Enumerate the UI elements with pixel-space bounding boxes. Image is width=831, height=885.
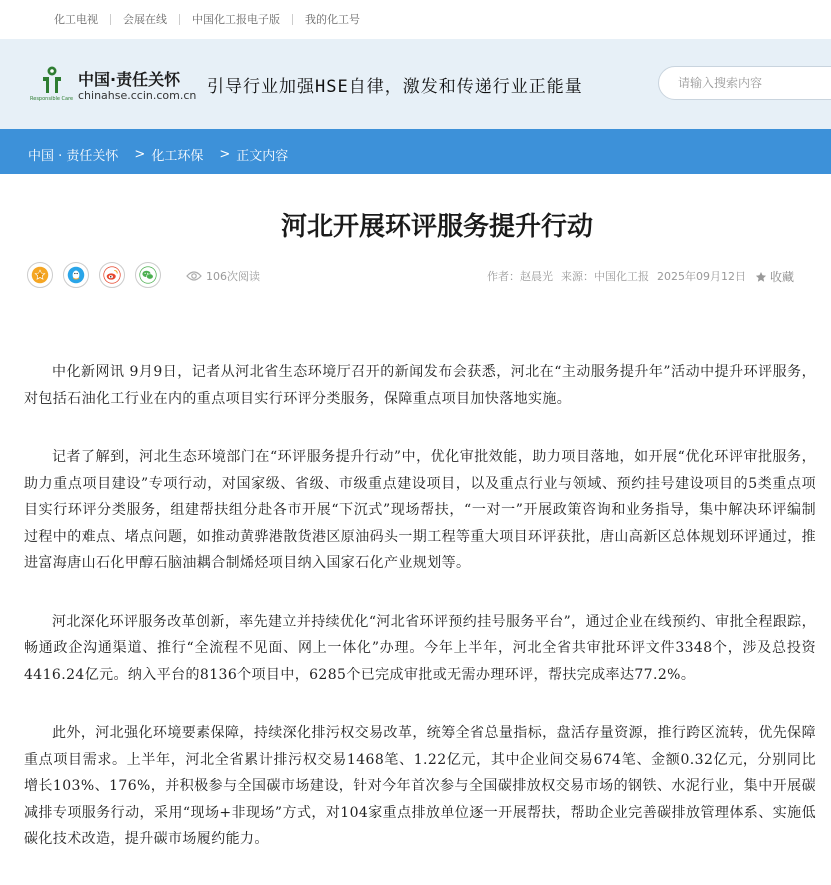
breadcrumb-home[interactable]: 中国 · 责任关怀 bbox=[28, 149, 119, 164]
link-my-account[interactable]: 我的化工号 bbox=[305, 13, 360, 26]
read-count bbox=[186, 268, 260, 284]
article-author: 作者：赵晨光 bbox=[487, 270, 553, 283]
breadcrumb-separator: > bbox=[134, 147, 146, 162]
logo-title: 中国·责任关怀 bbox=[78, 70, 181, 89]
weibo-icon bbox=[103, 266, 121, 284]
article-source: 来源：中国化工报 bbox=[561, 270, 649, 283]
logo-url: chinahse.ccin.com.cn bbox=[78, 89, 197, 102]
logo-care-text: Responsible Care bbox=[30, 96, 74, 102]
share-qzone-button[interactable] bbox=[27, 262, 53, 288]
breadcrumb-category[interactable]: 化工环保 bbox=[151, 149, 204, 164]
qq-penguin-icon bbox=[67, 266, 85, 284]
share-weibo-button[interactable] bbox=[99, 262, 125, 288]
article-title: 河北开展环评服务提升行动 bbox=[280, 212, 593, 242]
eye-icon bbox=[186, 270, 202, 282]
top-links-bar bbox=[0, 0, 831, 39]
read-count-text: 106次阅读 bbox=[206, 270, 260, 283]
divider bbox=[179, 14, 180, 25]
link-expo-online[interactable]: 会展在线 bbox=[123, 13, 167, 26]
favorite-button[interactable] bbox=[755, 268, 794, 285]
link-epaper[interactable]: 中国化工报电子版 bbox=[192, 13, 280, 26]
breadcrumb-separator: > bbox=[219, 147, 231, 162]
article-meta bbox=[487, 268, 754, 284]
top-links bbox=[54, 11, 360, 27]
divider bbox=[292, 14, 293, 25]
divider bbox=[110, 14, 111, 25]
breadcrumb bbox=[0, 129, 831, 174]
site-header bbox=[0, 39, 831, 129]
qzone-star-icon bbox=[31, 266, 49, 284]
link-chem-tv[interactable]: 化工电视 bbox=[54, 13, 98, 26]
site-slogan: 引导行业加强HSE自律，激发和传递行业正能量 bbox=[207, 77, 583, 97]
site-logo[interactable] bbox=[30, 65, 195, 105]
responsible-care-logo-icon bbox=[40, 65, 64, 95]
article-body bbox=[24, 359, 816, 885]
favorite-label: 收藏 bbox=[770, 270, 795, 284]
star-icon bbox=[755, 271, 767, 283]
share-buttons bbox=[27, 262, 171, 288]
search-input[interactable] bbox=[658, 66, 831, 100]
article-paragraph: 中化新网讯 9月9日，记者从河北省生态环境厅召开的新闻发布会获悉，河北在“主动服务提升年”活动中提升环评服务，对包括石油化工行业在内的重点项目实行环评分类服务，保障重点项目加快落地实施。 bbox=[24, 364, 816, 407]
share-qq-button[interactable] bbox=[63, 262, 89, 288]
article-paragraph: 记者了解到，河北生态环境部门在“环评服务提升行动”中，优化审批效能，助力项目落地，如开展“优化环评审批服务，助力重点项目建设”专项行动，对国家级、省级、市级重点建设项目，以及重点行业与领域、预约挂号建设项目的5类重点项目实行环评分类服务，组建帮扶组分赴各市开展“下沉式”现场帮扶，“一对一”开展政策咨询和业务指导，集中解决环评编制过程中的难点、堵点问题，如推动黄骅港散货港区原油码头一期工程等重大项目环评获批，唐山高新区总体规划环评通过，推进富海唐山石化甲醇石脑油耦合制烯烃项目纳入国家石化产业规划等。 bbox=[24, 449, 816, 571]
wechat-icon bbox=[139, 266, 157, 284]
breadcrumb-current: 正文内容 bbox=[236, 149, 289, 164]
article-date: 2025年09月12日 bbox=[657, 270, 746, 283]
article-paragraph: 河北深化环评服务改革创新，率先建立并持续优化“河北省环评预约挂号服务平台”，通过企业在线预约、审批全程跟踪，畅通政企沟通渠道、推行“全流程不见面、网上一体化”办理。今年上半年，河北全省共审批环评文件3348个，涉及总投资4416.24亿元。纳入平台的8136个项目中，6285个已完成审批或无需办理环评，帮扶完成率达77.2%。 bbox=[24, 613, 816, 683]
share-wechat-button[interactable] bbox=[135, 262, 161, 288]
article-paragraph: 此外，河北强化环境要素保障，持续深化排污权交易改革，统筹全省总量指标，盘活存量资源，推行跨区流转，优先保障重点项目需求。上半年，河北全省累计排污权交易1468笔、1.22亿元，其中企业间交易674笔、金额0.32亿元，分别同比增长103%、176%，并积极参与全国碳市场建设，针对今年首次参与全国碳排放权交易市场的钢铁、水泥行业，集中开展碳减排专项服务行动，采用“现场+非现场”方式，对104家重点排放单位逐一开展帮扶，帮助企业完善碳排放管理体系、实施低碳化技术改造，提升碳市场履约能力。 bbox=[24, 725, 816, 847]
